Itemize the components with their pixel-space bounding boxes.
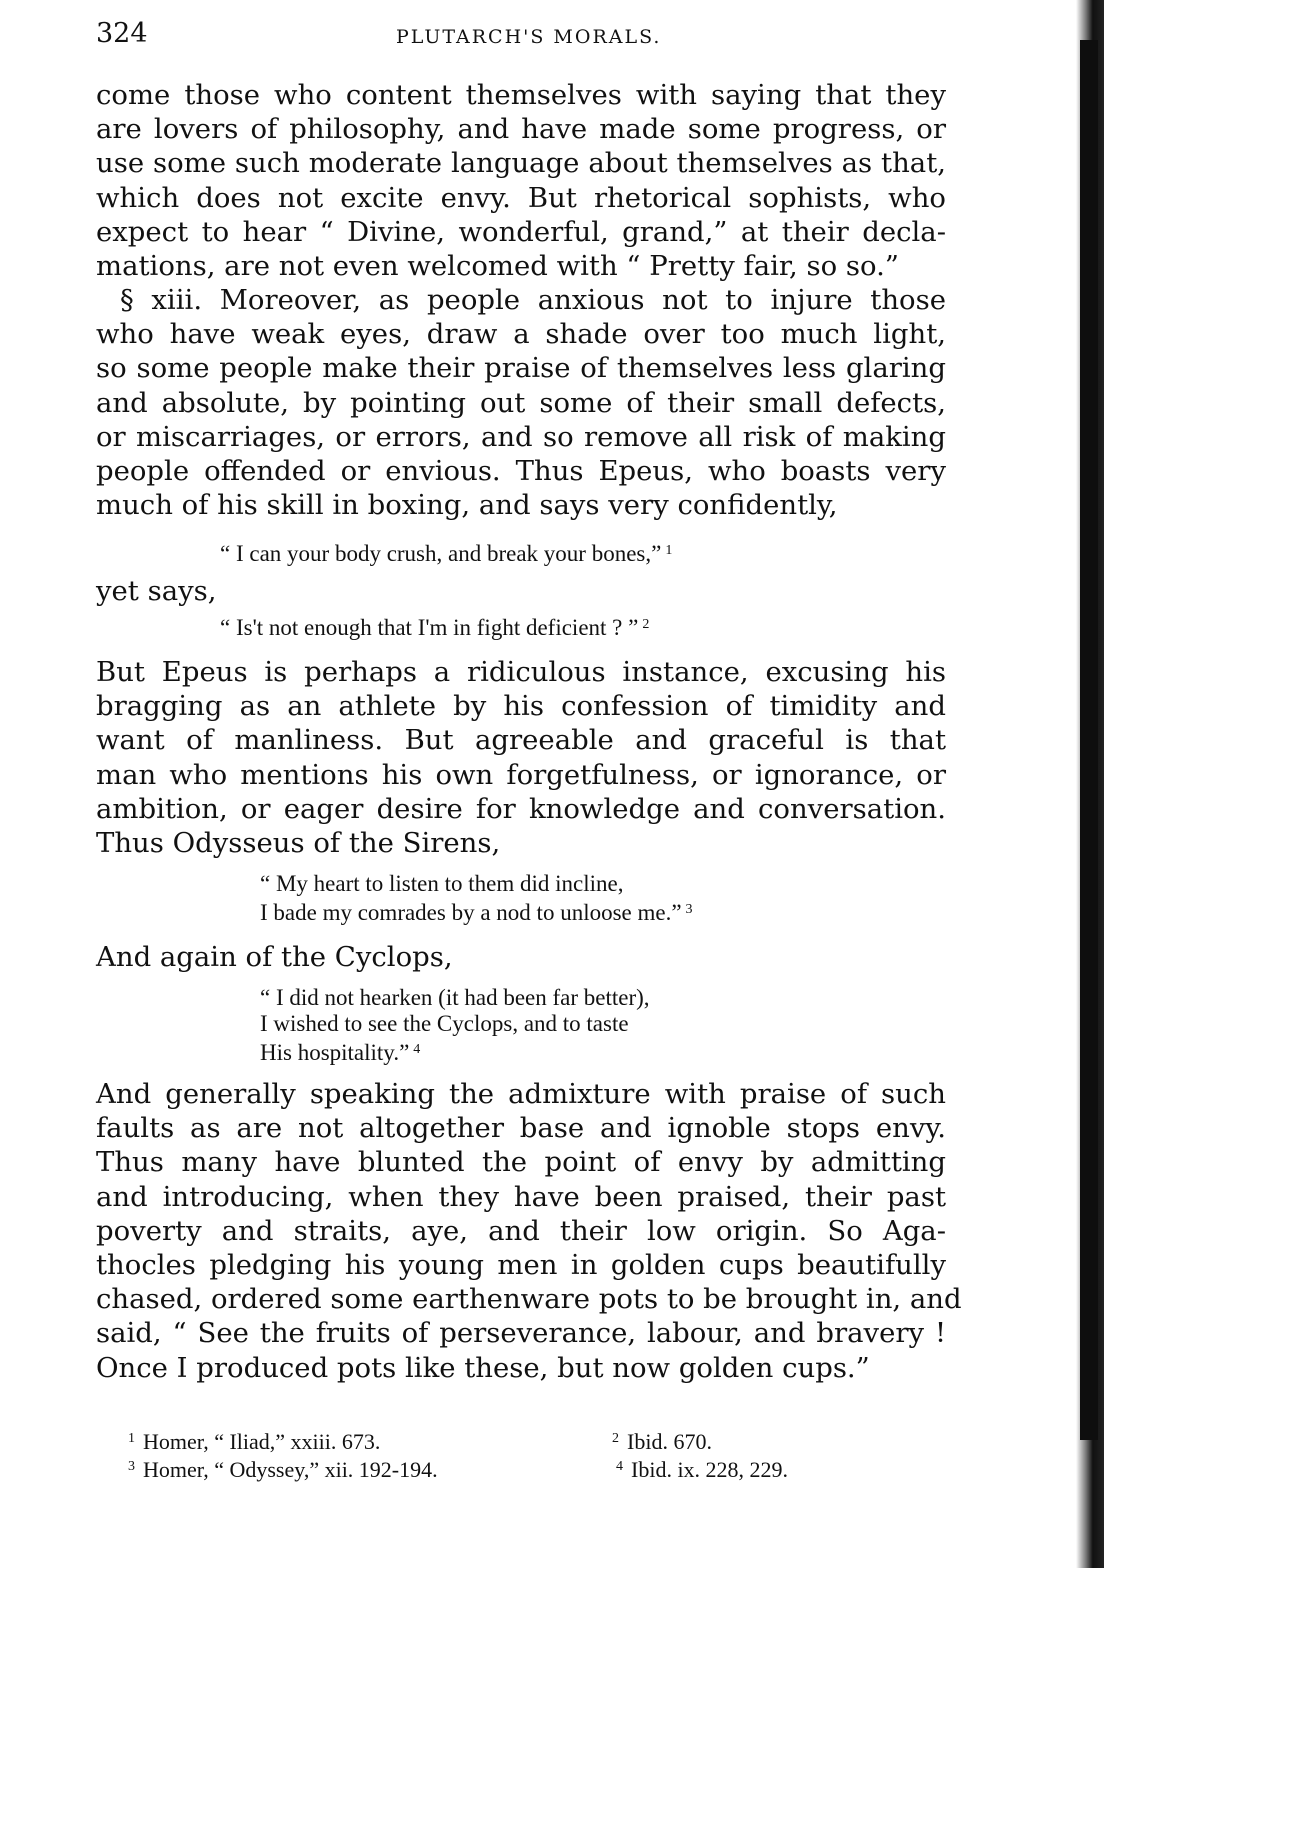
text-line: ambition, or eager desire for knowledge and conversation. bbox=[96, 792, 946, 825]
verse-quote-2 bbox=[220, 612, 657, 641]
text-line: And generally speaking the admixture with praise of such bbox=[96, 1078, 946, 1110]
paragraph-1 bbox=[96, 78, 946, 283]
text-line: and absolute, by pointing out some of their small defects, bbox=[96, 386, 946, 419]
text-line: mations, are not even welcomed with “ Pretty fair, so so.” bbox=[96, 249, 899, 282]
text-line: poverty and straits, aye, and their low origin. So Aga- bbox=[96, 1214, 946, 1247]
text-line: so some people make their praise of themselves less glaring bbox=[96, 352, 946, 385]
footnote-text: Ibid. ix. 228, 229. bbox=[631, 1457, 789, 1482]
running-head: PLUTARCH'S MORALS. bbox=[396, 26, 662, 48]
text-line: bragging as an athlete by his confession of timidity and bbox=[96, 690, 946, 723]
text-line: Thus many have blunted the point of envy by admitting bbox=[96, 1146, 946, 1179]
text-line: And again of the Cyclops, bbox=[96, 941, 453, 973]
text-line: said, “ See the fruits of perseverance, labour, and bravery ! bbox=[96, 1317, 946, 1350]
verse-line: I bade my comrades by a nod to unloose me.” bbox=[260, 900, 682, 925]
footnote-4 bbox=[616, 1454, 788, 1483]
footnote-2 bbox=[612, 1426, 712, 1455]
footnote-mark: 1 bbox=[128, 1431, 135, 1446]
text-line: man who mentions his own forgetfulness, or ignorance, or bbox=[96, 758, 946, 791]
footnote-mark: 4 bbox=[616, 1459, 623, 1474]
footnote-ref: 4 bbox=[413, 1042, 421, 1057]
verse-line: “ My heart to listen to them did incline, bbox=[260, 871, 624, 896]
text-line: people offended or envious. Thus Epeus, who boasts very bbox=[96, 454, 946, 487]
text-line: who have weak eyes, draw a shade over too much light, bbox=[96, 318, 946, 351]
verse-quote-3 bbox=[260, 871, 701, 926]
footnote-ref: 2 bbox=[642, 617, 650, 632]
page-number: 324 bbox=[96, 18, 148, 49]
footnote-text: Ibid. 670. bbox=[627, 1429, 712, 1454]
verse-quote-1 bbox=[220, 538, 680, 567]
verse-line: I wished to see the Cyclops, and to taste bbox=[260, 1011, 629, 1036]
text-line: chased, ordered some earthenware pots to be brought in, and bbox=[96, 1283, 962, 1316]
footnote-text: Homer, “ Iliad,” xxiii. 673. bbox=[143, 1429, 381, 1454]
verse-line: “ Is't not enough that I'm in fight deficient ? ” bbox=[220, 615, 639, 640]
footnote-ref: 3 bbox=[685, 902, 693, 917]
text-line: want of manliness. But agreeable and graceful is that bbox=[96, 724, 946, 757]
paragraph-4 bbox=[96, 1077, 962, 1385]
footnote-3 bbox=[128, 1454, 438, 1483]
text-line: Once I produced pots like these, but now golden cups.” bbox=[96, 1351, 870, 1384]
book-spine-shadow bbox=[1080, 40, 1098, 1440]
text-line: use some such moderate language about themselves as that, bbox=[96, 147, 946, 180]
footnote-1 bbox=[128, 1426, 380, 1455]
verse-line: “ I can your body crush, and break your bones,” bbox=[220, 541, 662, 566]
verse-line: His hospitality.” bbox=[260, 1040, 410, 1065]
verse-quote-4 bbox=[260, 985, 650, 1066]
text-line: thocles pledging his young men in golden cups beautifully bbox=[96, 1248, 946, 1281]
footnote-mark: 3 bbox=[128, 1459, 135, 1474]
text-line: which does not excite envy. But rhetorical sophists, who bbox=[96, 181, 946, 214]
text-line: faults as are not altogether base and ignoble stops envy. bbox=[96, 1112, 946, 1145]
paragraph-2 bbox=[96, 283, 946, 522]
verse-line: “ I did not hearken (it had been far better), bbox=[260, 985, 650, 1010]
footnote-text: Homer, “ Odyssey,” xii. 192-194. bbox=[143, 1457, 438, 1482]
text-line: yet says, bbox=[96, 575, 217, 607]
text-line: and introducing, when they have been praised, their past bbox=[96, 1180, 946, 1213]
text-line: § xiii. Moreover, as people anxious not to injure those bbox=[120, 284, 946, 316]
paragraph-3 bbox=[96, 655, 946, 860]
text-line: are lovers of philosophy, and have made some progress, or bbox=[96, 113, 946, 146]
page-header bbox=[96, 18, 946, 54]
text-line: Thus Odysseus of the Sirens, bbox=[96, 826, 501, 859]
text-line: But Epeus is perhaps a ridiculous instance, excusing his bbox=[96, 656, 946, 688]
footnote-ref: 1 bbox=[665, 543, 673, 558]
text-line: much of his skill in boxing, and says very confidently, bbox=[96, 489, 838, 522]
text-line: or miscarriages, or errors, and so remove all risk of making bbox=[96, 420, 946, 453]
text-line: come those who content themselves with saying that they bbox=[96, 79, 946, 111]
footnote-mark: 2 bbox=[612, 1431, 619, 1446]
text-line: expect to hear “ Divine, wonderful, grand,” at their decla- bbox=[96, 215, 946, 248]
